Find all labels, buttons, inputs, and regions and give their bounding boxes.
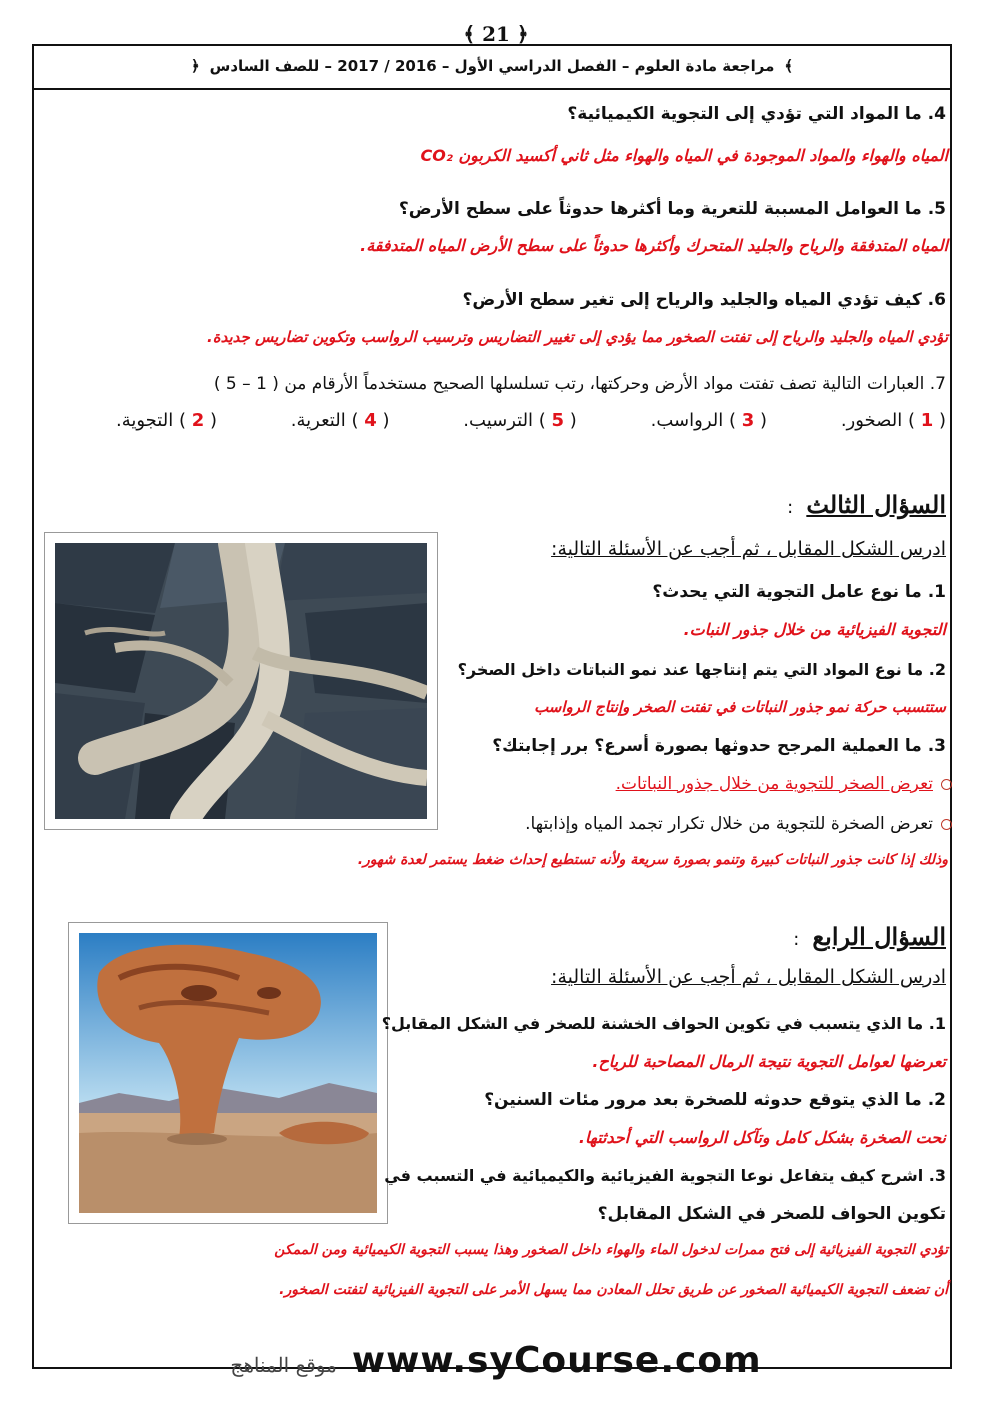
section4-heading (793, 922, 946, 951)
order-item: ( 3 ) الرواسب. (650, 410, 767, 431)
circle-bullet-icon (941, 819, 952, 830)
question-7: 7. العبارات التالية تصف تفتت مواد الأرض وحركتها، رتب تسلسلها الصحيح مستخدماً الأرقام من ( 1 – 5 ) (213, 374, 946, 394)
s4-answer-3-line1: تؤدي التجوية الفيزيائية إلى فتح ممرات لدخول الماء والهواء داخل الصخور وهذا يسبب التجوية الكيميائية ومن الممكن (274, 1242, 948, 1258)
footer-site-link[interactable]: www.syCourse.com (351, 1340, 762, 1381)
s3-question-2: 2. ما نوع المواد التي يتم إنتاجها عند نمو النباتات داخل الصخر؟ (457, 660, 946, 679)
s3-option-2 (452, 814, 952, 834)
circle-bullet-icon (941, 779, 952, 790)
s3-option-1 (452, 774, 952, 794)
s3-answer-3: وذلك إذا كانت جذور النباتات كبيرة وتنمو بصورة سريعة ولأنه تستطيع إحداث ضغط يستمر لعدة شهور. (357, 852, 948, 868)
order-number: 5 (551, 410, 565, 431)
s4-question-2: 2. ما الذي يتوقع حدوثه للصخرة بعد مرور مئات السنين؟ (484, 1090, 946, 1110)
question-6: 6. كيف تؤدي المياه والجليد والرياح إلى تغير سطح الأرض؟ (462, 290, 946, 310)
order-number: 1 (920, 410, 934, 431)
page-number: ﴾ 21 ﴿ (463, 22, 529, 46)
s4-answer-2: نحت الصخرة بشكل كامل وتآكل الرواسب التي أحدثتها. (578, 1128, 946, 1147)
answer-6: تؤدي المياه والجليد والرياح إلى تفتت الصخور مما يؤدي إلى تغيير التضاريس وترسيب الرواسب وتكوين تضاريس جديدة. (207, 328, 948, 346)
s3-option-1-text: تعرض الصخر للتجوية من خلال جذور النباتات. (615, 774, 933, 794)
s4-answer-1: تعرضها لعوامل التجوية نتيجة الرمال المصاحبة للرياح. (592, 1052, 946, 1071)
s3-question-1: 1. ما نوع عامل التجوية التي يحدث؟ (652, 582, 946, 602)
section3-heading (787, 490, 946, 519)
section4-colon: : (793, 929, 800, 950)
s4-answer-3-line2: أن تضعف التجوية الكيميائية الصخور عن طريق تحلل المعادن مما يسهل الأمر على التجوية الفيزيائية لتفتت الصخور. (279, 1282, 948, 1298)
rock-formation-image (79, 933, 377, 1213)
answer-4: المياه والهواء والمواد الموجودة في المياه والهواء مثل ثاني أكسيد الكربون CO₂ (420, 146, 948, 165)
order-item: ( 4 ) التعرية. (290, 410, 390, 431)
site-footer (0, 1340, 992, 1381)
section4-title: السؤال الرابع (812, 922, 946, 951)
order-label: الصخور. (840, 410, 903, 431)
header-bracket-close: ﴿ (190, 57, 200, 75)
s3-question-3: 3. ما العملية المرجح حدوثها بصورة أسرع؟ برر إجابتك؟ (492, 736, 946, 756)
s4-question-3-line2: تكوين الحواف للصخر في الشكل المقابل؟ (597, 1204, 946, 1224)
question-5: 5. ما العوامل المسببة للتعرية وما أكثرها حدوثاً على سطح الأرض؟ (398, 199, 946, 219)
order-item: ( 1 ) الصخور. (840, 410, 946, 431)
s4-question-3-line1: 3. اشرح كيف يتفاعل نوعا التجوية الفيزيائية والكيميائية في التسبب في (384, 1166, 946, 1185)
section4-intro: ادرس الشكل المقابل ، ثم أجب عن الأسئلة التالية: (551, 966, 946, 988)
order-label: التعرية. (290, 410, 346, 431)
section3-intro: ادرس الشكل المقابل ، ثم أجب عن الأسئلة التالية: (551, 538, 946, 560)
order-label: الرواسب. (650, 410, 724, 431)
rock-formation-photo (68, 922, 388, 1224)
order-label: التجوية. (116, 410, 174, 431)
page-header (32, 44, 952, 90)
s3-answer-2: ستتسبب حركة نمو جذور النباتات في تفتت الصخر وإنتاج الرواسب (534, 698, 946, 716)
s3-answer-1: التجوية الفيزيائية من خلال جذور النبات. (683, 620, 946, 639)
order-number: 2 (191, 410, 205, 431)
s3-option-2-text: تعرض الصخرة للتجوية من خلال تكرار تجمد المياه وإذابتها. (525, 814, 933, 834)
order-item: ( 2 ) التجوية. (116, 410, 217, 431)
footer-arabic: موقع المناهج (230, 1353, 337, 1377)
tree-roots-photo (44, 532, 438, 830)
tree-roots-image (55, 543, 427, 819)
order-item: ( 5 ) الترسيب. (463, 410, 577, 431)
section3-colon: : (787, 497, 794, 518)
answer-5: المياه المتدفقة والرياح والجليد المتحرك وأكثرها حدوثاً على سطح الأرض المياه المتدفقة. (360, 236, 948, 255)
order-label: الترسيب. (463, 410, 534, 431)
order-number: 4 (364, 410, 377, 431)
section3-title: السؤال الثالث (806, 490, 946, 519)
question-4: 4. ما المواد التي تؤدي إلى التجوية الكيميائية؟ (567, 104, 946, 124)
header-bracket-open: ﴾ (784, 57, 794, 75)
header-title: مراجعة مادة العلوم – الفصل الدراسي الأول – 2016 / 2017 – للصف السادس (209, 57, 775, 75)
order-number: 3 (741, 410, 755, 431)
order-list (116, 410, 946, 431)
s4-question-1: 1. ما الذي يتسبب في تكوين الحواف الخشنة للصخر في الشكل المقابل؟ (381, 1014, 946, 1033)
